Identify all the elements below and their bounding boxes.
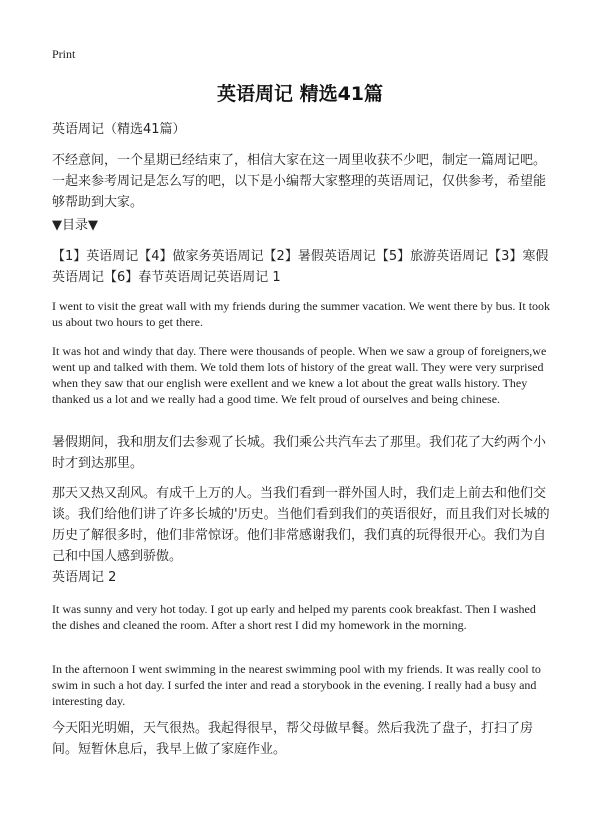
entry1-english-paragraph-1: I went to visit the great wall with my friends during the summer vacation. We went there by bus. It took us about two hours to get there. — [52, 299, 551, 329]
toc-links[interactable]: 【1】英语周记【4】做家务英语周记【2】暑假英语周记【5】旅游英语周记【3】寒假英语周记【6】春节英语周记英语周记 1 — [52, 249, 549, 285]
entry1-chinese-paragraph-2: 那天又热又刮风。有成千上万的人。当我们看到一群外国人时，我们走上前去和他们交谈。我们给他们讲了许多长城的'历史。当他们看到我们的英语很好，而且我们对长城的历史了解很多时，他们非常惊讶。他们非常感谢我们，我们真的玩得很开心。我们为自己和中国人感到骄傲。 — [52, 486, 550, 564]
intro-paragraph: 不经意间，一个星期已经结束了，相信大家在这一周里收获不少吧，制定一篇周记吧。一起来参考周记是怎么写的吧，以下是小编帮大家整理的英语周记，仅供参考，希望能够帮助到大家。 — [52, 153, 547, 210]
entry2-english-paragraph-1: It was sunny and very hot today. I got up early and helped my parents cook breakfast. Then I washed the dishes and cleaned the room. After a short rest I did my homework in the morning. — [52, 602, 536, 632]
print-link[interactable]: Print — [52, 47, 76, 61]
article-subtitle: 英语周记（精选41篇） — [52, 122, 186, 137]
entry1-chinese-paragraph-1: 暑假期间，我和朋友们去参观了长城。我们乘公共汽车去了那里。我们花了大约两个小时才到达那里。 — [52, 435, 547, 471]
entry2-heading: 英语周记 2 — [52, 570, 117, 585]
entry2-chinese-paragraph-1: 今天阳光明媚，天气很热。我起得很早，帮父母做早餐。然后我洗了盘子，打扫了房间。短暂休息后，我早上做了家庭作业。 — [52, 721, 534, 757]
toc-heading[interactable]: ▼目录▼ — [52, 218, 98, 233]
page-title: 英语周记 精选41篇 — [216, 83, 384, 105]
entry1-english-paragraph-2: It was hot and windy that day. There were thousands of people. When we saw a group of foreigners,we went up and talked with them. We told them lots of history of the great wall. They were very surprised when they saw that our english were exellent and we knew a lot about the great walls history. They thanked us a lot and we really had a good time. We felt proud of ourselves and being chinese. — [52, 344, 547, 406]
entry2-english-paragraph-2: In the afternoon I went swimming in the nearest swimming pool with my friends. It was really cool to swim in such a hot day. I surfed the inter and read a storybook in the evening. I really had a busy and interesting day. — [52, 662, 541, 708]
